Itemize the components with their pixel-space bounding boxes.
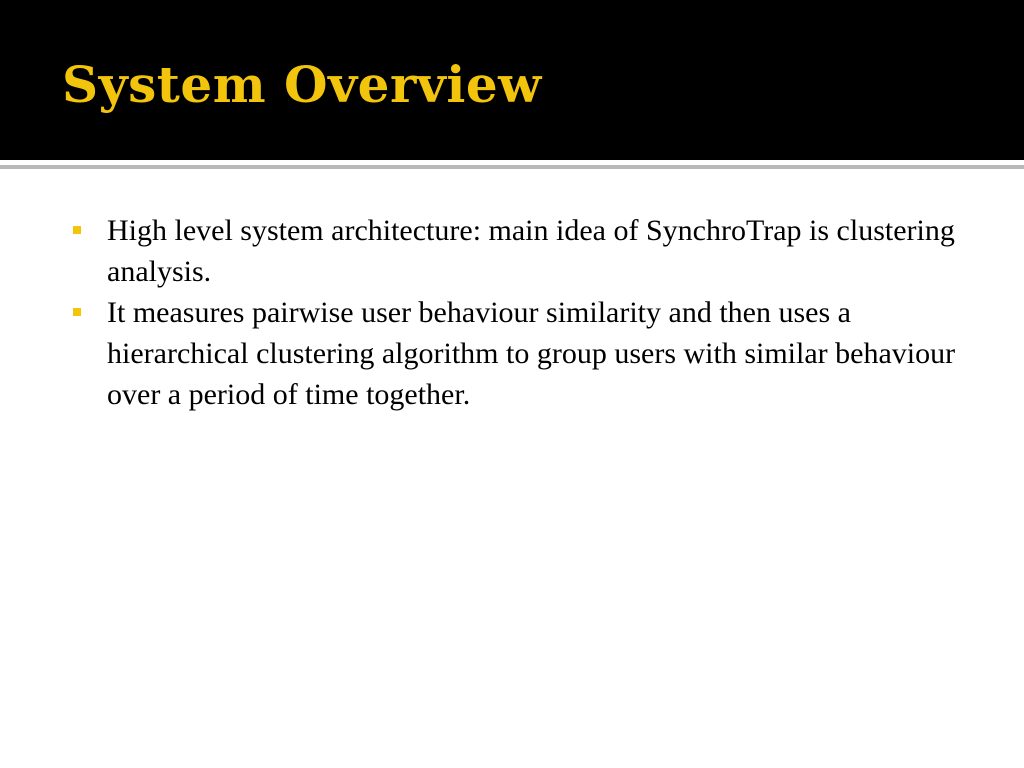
bullet-text: High level system architecture: main idea of SynchroTrap is clustering analysis. [107,214,955,288]
bullet-list [70,210,970,415]
bullet-item [70,210,970,292]
slide-title: System Overview [62,55,542,114]
title-separator-gray [0,165,1024,169]
bullet-item [70,292,970,415]
title-band [0,0,1024,160]
bullet-text: It measures pairwise user behaviour similarity and then uses a hierarchical clustering algorithm to group users with similar behaviour over a period of time together. [107,296,956,411]
square-bullet-icon [73,226,81,234]
square-bullet-icon [73,308,81,316]
